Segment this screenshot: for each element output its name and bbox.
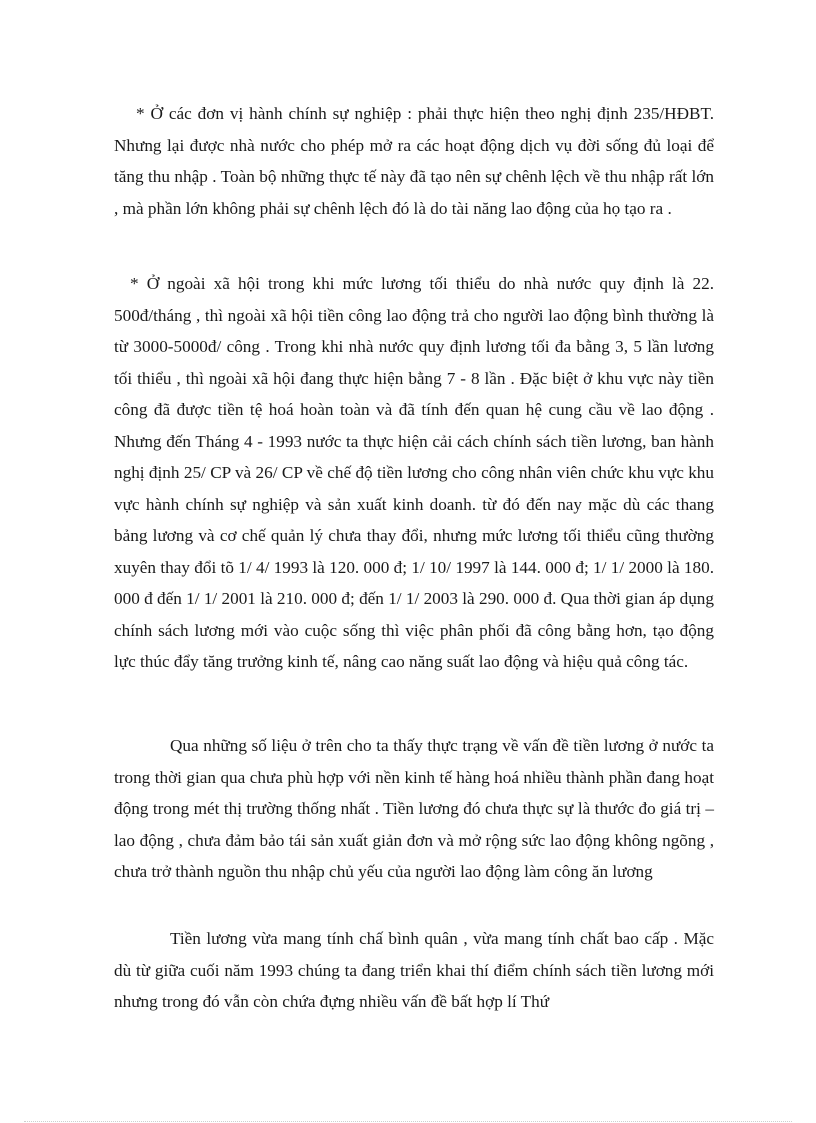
paragraph-wage-averaging: Tiền lương vừa mang tính chấ bình quân , vừa mang tính chất bao cấp . Mặc dù từ giữa cuối năm 1993 chúng ta đang triển khai thí điểm chính sách tiền lương mới nhưng trong đó vẫn còn chứa đựng nhiều vấn đề bất hợp lí Thứ [114, 929, 714, 1011]
page-bottom-divider [24, 1121, 792, 1122]
paragraph-outside-society: * Ở ngoài xã hội trong khi mức lương tối thiểu do nhà nước quy định là 22. 500đ/tháng , thì ngoài xã hội tiền công lao động trả cho người lao động bình thường là từ 3000-5000đ/ công . Trong khi nhà nước quy định lương tối đa bằng 3, 5 lần lương tối thiểu , thì ngoài xã hội đang thực hiện bằng 7 - 8 lần . Đặc biệt ở khu vực này tiền công đã được tiền tệ hoá hoàn toàn và đã tính đến quan hệ cung cầu về lao động . Nhưng đến Tháng 4 - 1993 nước ta thực hiện cải cách chính sách tiền lương, ban hành nghị định 25/ CP và 26/ CP về chế độ tiền lương cho công nhân viên chức khu vực khu vực hành chính sự nghiệp và sản xuất kinh doanh. từ đó đến nay mặc dù các thang bảng lương và cơ chế quản lý chưa thay đổi, nhưng mức lương tối thiểu cũng thường xuyên thay đổi tõ 1/ 4/ 1993 là 120. 000 đ; 1/ 10/ 1997 là 144. 000 đ; 1/ 1/ 2000 là 180. 000 đ đến 1/ 1/ 2001 là 210. 000 đ; đến 1/ 1/ 2003 là 290. 000 đ. Qua thời gian áp dụng chính sách lương mới vào cuộc sống thì việc phân phối đã công bằng hơn, tạo động lực thúc đẩy tăng trưởng kinh tế, nâng cao năng suất lao động và hiệu quả công tác. [114, 274, 714, 671]
paragraph-data-assessment: Qua những số liệu ở trên cho ta thấy thực trạng về vấn đề tiền lương ở nước ta trong thời gian qua chưa phù hợp với nền kinh tế hàng hoá nhiều thành phần đang hoạt động trong mét thị trường thống nhất . Tiền lương đó chưa thực sự là thước đo giá trị –lao động , chưa đảm bảo tái sản xuất giản đơn và mở rộng sức lao động không ngõng , chưa trở thành nguồn thu nhập chủ yếu của người lao động làm công ăn lương [114, 736, 714, 881]
paragraph-administrative-units: * Ở các đơn vị hành chính sự nghiệp : phải thực hiện theo nghị định 235/HĐBT. Nhưng lại được nhà nước cho phép mở ra các hoạt động dịch vụ đời sống đủ loại để tăng thu nhập . Toàn bộ những thực tế này đã tạo nên sự chênh lệch về thu nhập rất lớn , mà phần lớn không phải sự chênh lệch đó là do tài năng lao động của họ tạo ra . [114, 104, 714, 218]
